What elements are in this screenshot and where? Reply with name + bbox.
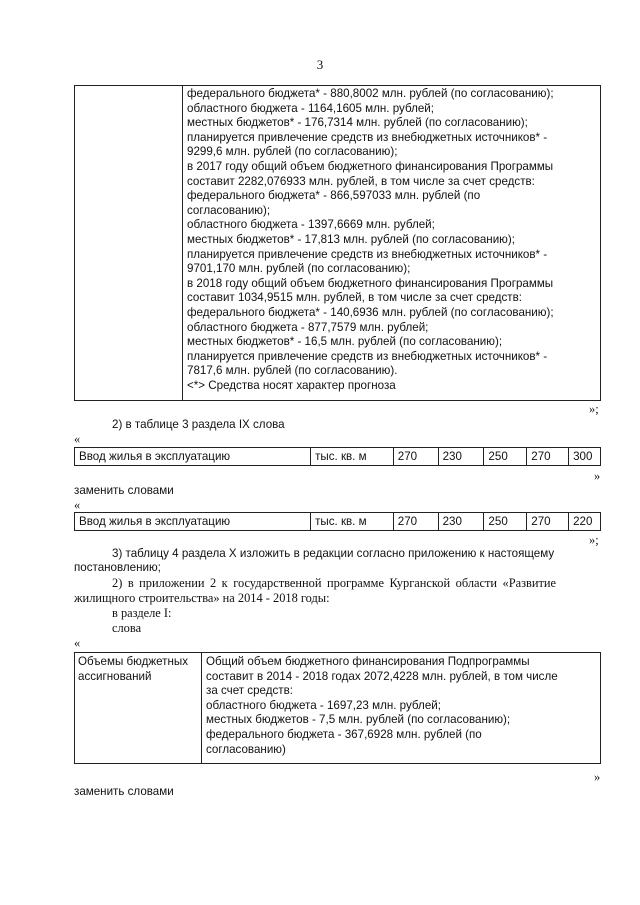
budget-line: согласованию);: [187, 203, 271, 217]
subprogram-label: [78, 655, 198, 684]
close-quote: »: [594, 469, 601, 483]
table-divider: [201, 653, 202, 763]
value-cell: 230: [438, 513, 484, 530]
value-cell: 300: [568, 448, 600, 465]
unit-cell: тыс. кв. м: [310, 513, 393, 530]
value-line: областного бюджета - 1697,23 млн. рублей;: [206, 698, 441, 712]
open-quote: «: [74, 432, 81, 446]
budget-line: федерального бюджета* - 140,6936 млн. рублей (по согласованию);: [187, 305, 554, 319]
item-3-line-2: постановлению;: [74, 561, 161, 574]
item-2b-line-1: 2) в приложении 2 к государственной программе Курганской области «Развитие: [112, 576, 557, 590]
item-3-line-1: 3) таблицу 4 раздела X изложить в редакции согласно приложению к настоящему: [112, 547, 555, 560]
table-divider: [182, 86, 183, 400]
new-row-table: [74, 512, 601, 531]
indicator-cell: Ввод жилья в эксплуатацию: [79, 515, 231, 528]
budget-line: областного бюджета - 877,7579 млн. рублей;: [187, 320, 429, 334]
budget-line: 9701,170 млн. рублей (по согласованию);: [187, 262, 411, 276]
item-2-text: 2) в таблице 3 раздела IX слова: [112, 418, 285, 431]
value-line: за счет средств:: [206, 684, 293, 698]
item-2b-line-2: жилищного строительства» на 2014 - 2018 годы:: [74, 591, 330, 605]
value-line: Общий объем бюджетного финансирования Подпрограммы: [206, 655, 530, 668]
subprogram-table: [74, 652, 601, 764]
budget-line: <*> Средства носят характер прогноза: [187, 378, 396, 392]
budget-line: федерального бюджета* - 880,8002 млн. рублей (по согласованию);: [187, 87, 554, 100]
value-cell: 230: [438, 448, 484, 465]
budget-line: федерального бюджета* - 866,597033 млн. рублей (по: [187, 189, 481, 203]
budget-line: планируется привлечение средств из внебюджетных источников* -: [187, 247, 548, 261]
budget-line: в 2017 году общий объем бюджетного финансирования Программы: [187, 159, 554, 173]
value-cell: 220: [568, 513, 600, 530]
value-cell: 250: [483, 513, 526, 530]
indicator-cell: Ввод жилья в эксплуатацию: [79, 450, 231, 463]
old-row-table: [74, 447, 601, 466]
value-line: федерального бюджета - 367,6928 млн. рублей (по: [206, 727, 482, 741]
label-line: Объемы бюджетных: [78, 655, 188, 668]
budget-table: [74, 85, 601, 401]
close-quote: »: [594, 770, 601, 784]
unit-cell: тыс. кв. м: [310, 448, 393, 465]
value-cell: 270: [526, 513, 568, 530]
budget-line: местных бюджетов* - 16,5 млн. рублей (по согласованию);: [187, 335, 503, 349]
budget-line: 7817,6 млн. рублей (по согласованию).: [187, 364, 398, 378]
subprogram-value: [206, 655, 598, 757]
value-cell: 270: [393, 448, 438, 465]
closing-mark: »;: [589, 402, 599, 416]
budget-line: составит 1034,9515 млн. рублей, в том числе за счет средств:: [187, 291, 522, 305]
budget-line: 9299,6 млн. рублей (по согласованию);: [187, 145, 398, 159]
value-cell: 270: [526, 448, 568, 465]
budget-line: местных бюджетов* - 176,7314 млн. рублей (по согласованию);: [187, 116, 528, 130]
open-quote: «: [74, 636, 81, 650]
item-2b-line-4: слова: [112, 621, 142, 635]
value-cell: 270: [393, 513, 438, 530]
budget-line: областного бюджета - 1397,6669 млн. рублей;: [187, 218, 435, 232]
label-line: ассигнований: [78, 669, 152, 683]
closing-mark: »;: [589, 533, 599, 547]
value-line: составит в 2014 - 2018 годах 2072,4228 млн. рублей, в том числе: [206, 669, 558, 683]
budget-line: областного бюджета - 1164,1605 млн. рублей;: [187, 101, 434, 115]
page-number: 3: [316, 57, 324, 72]
budget-line: составит 2282,076933 млн. рублей, в том числе за счет средств:: [187, 174, 535, 188]
budget-line: планируется привлечение средств из внебюджетных источников* -: [187, 130, 548, 144]
open-quote: «: [74, 498, 81, 512]
item-2b-line-3: в разделе I:: [112, 606, 172, 620]
replace-text: заменить словами: [74, 785, 174, 798]
budget-line: планируется привлечение средств из внебюджетных источников* -: [187, 349, 548, 363]
value-line: местных бюджетов - 7,5 млн. рублей (по согласованию);: [206, 713, 511, 727]
replace-text: заменить словами: [74, 484, 174, 497]
budget-line: местных бюджетов* - 17,813 млн. рублей (по согласованию);: [187, 232, 515, 246]
budget-line: в 2018 году общий объем бюджетного финансирования Программы: [187, 276, 554, 290]
value-line: согласованию): [206, 742, 286, 756]
value-cell: 250: [483, 448, 526, 465]
budget-text: [187, 87, 599, 393]
